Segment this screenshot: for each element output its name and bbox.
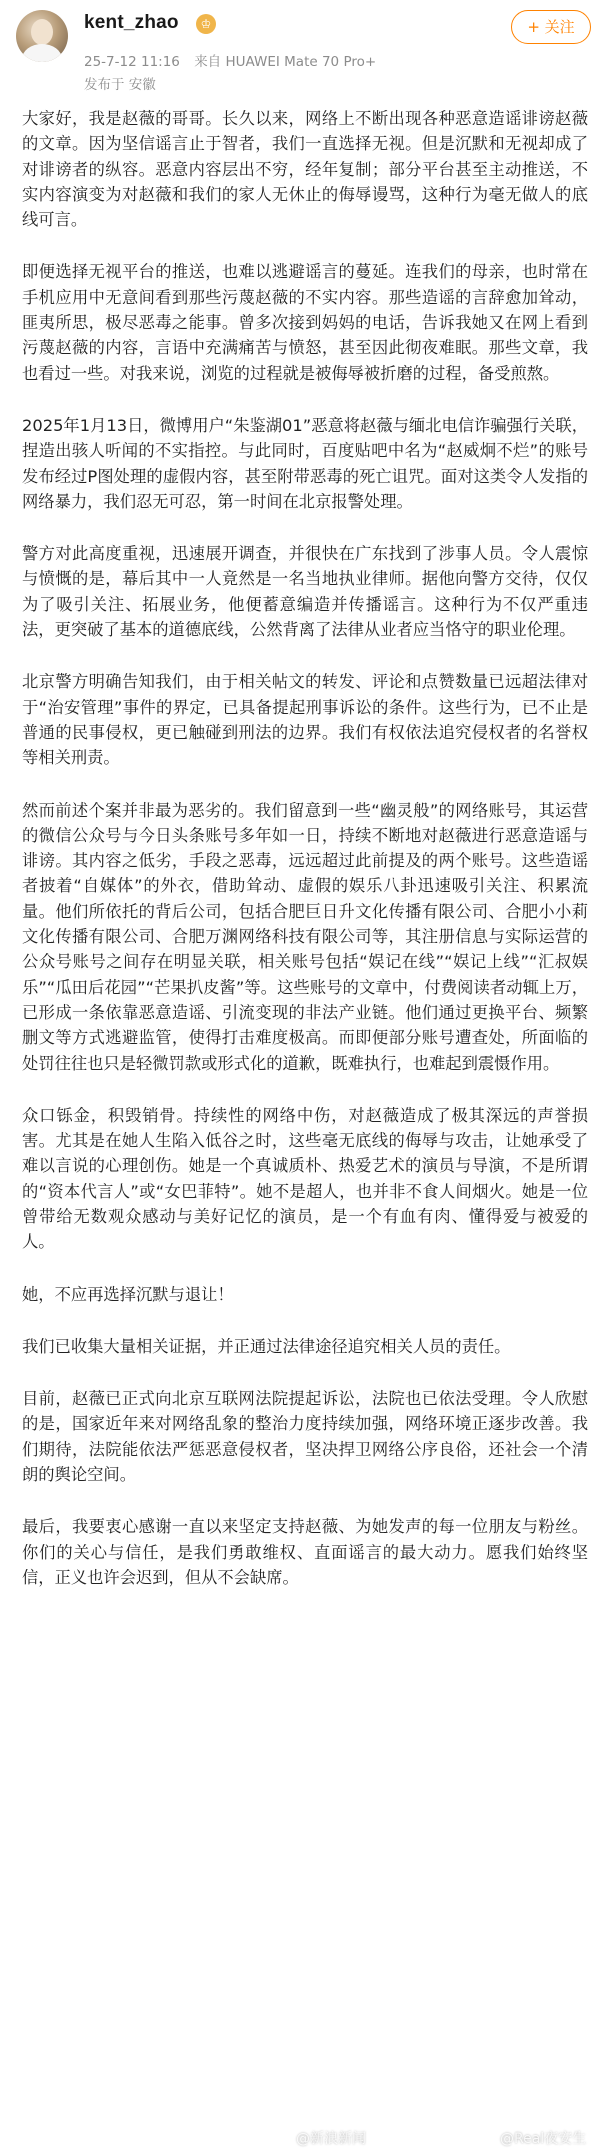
post-paragraph: 众口铄金，积毁销骨。持续性的网络中伤，对赵薇造成了极其深远的声誉损害。尤其是在她人生陷入低谷之时，这些毫无底线的侮辱与攻击，让她承受了难以言说的心理创伤。她是一个真诚质朴、热爱艺术的演员与导演，不是所谓的“资本代言人”或“女巴菲特”。她不是超人，也并非不食人间烟火。她是一位曾带给无数观众感动与美好记忆的演员，是一个有血有肉、懂得爱与被爱的人。 [22,1105,588,1252]
post-paragraph: 目前，赵薇已正式向北京互联网法院提起诉讼，法院也已依法受理。令人欣慰的是，国家近年来对网络乱象的整治力度持续加强，网络环境正逐步改善。我们期待，法院能依法严惩恶意侵权者，坚决捍卫网络公序良俗，还社会一个清朗的舆论空间。 [22,1389,588,1485]
watermark: @Real夜安生 [500,2131,587,2147]
post-header [0,0,608,100]
post-source: 来自 HUAWEI Mate 70 Pro+ [194,54,377,70]
avatar-body [22,44,62,62]
post-paragraph: 北京警方明确告知我们，由于相关帖文的转发、评论和点赞数量已远超法律对于“治安管理”事件的界定，已具备提起刑事诉讼的条件。这些行为，已不止是普通的民事侵权，更已触碰到刑法的边界。我们有权依法追究侵权者的名誉权等相关刑责。 [22,672,588,768]
post-meta [84,50,386,70]
avatar-face [31,19,53,45]
username[interactable]: kent_zhao [84,12,179,33]
watermark: @新浪新闻 [296,2131,366,2147]
post-body [22,106,588,1590]
follow-button[interactable]: + 关注 [511,10,591,44]
post-paragraph: 警方对此高度重视，迅速展开调查，并很快在广东找到了涉事人员。令人震惊与愤慨的是，幕后其中一人竟然是一名当地执业律师。据他向警方交待，仅仅为了吸引关注、拓展业务，他便蓄意编造并传播谣言。这种行为不仅严重违法，更突破了基本的道德底线，公然背离了法律从业者应当恪守的职业伦理。 [22,544,588,640]
post-paragraph: 2025年1月13日，微博用户“朱鉴湖01”恶意将赵薇与缅北电信诈骗强行关联，捏造出骇人听闻的不实指控。与此同时，百度贴吧中名为“赵威炯不烂”的账号发布经过P图处理的虚假内容，甚至附带恶毒的死亡诅咒。面对这类令人发指的网络暴力，我们忍无可忍，第一时间在北京报警处理。 [22,415,588,511]
post-paragraph: 最后，我要衷心感谢一直以来坚定支持赵薇、为她发声的每一位朋友与粉丝。你们的关心与信任，是我们勇敢维权、直面谣言的最大动力。愿我们始终坚信，正义也许会迟到，但从不会缺席。 [22,1517,588,1587]
post-paragraph: 即便选择无视平台的推送，也难以逃避谣言的蔓延。连我们的母亲，也时常在手机应用中无意间看到那些污蔑赵薇的不实内容。那些造谣的言辞愈加耸动，匪夷所思，极尽恶毒之能事。曾多次接到妈妈的电话，告诉我她又在网上看到污蔑赵薇的内容，言语中充满痛苦与愤怒，甚至因此彻夜难眠。那些文章，我也看过一些。对我来说，浏览的过程就是被侮辱被折磨的过程，备受煎熬。 [22,262,588,383]
vip-crown-icon: ♔ [196,14,216,34]
post-paragraph: 然而前述个案并非最为恶劣的。我们留意到一些“幽灵般”的网络账号，其运营的微信公众号与今日头条账号多年如一日，持续不断地对赵薇进行恶意造谣与诽谤。其内容之低劣，手段之恶毒，远远超过此前提及的两个账号。这些造谣者披着“自媒体”的外衣，借助耸动、虚假的娱乐八卦迅速吸引关注、积累流量。他们所依托的背后公司，包括合肥巨日升文化传播有限公司、合肥小小莉文化传播有限公司、合肥万渊网络科技有限公司等，其注册信息与实际运营的公众号账号之间存在明显关联，相关账号包括“娱记在线”“娱记上线”“汇叔娱乐”“瓜田后花园”“芒果扒皮酱”等。这些账号的文章中，付费阅读者动辄上万，已形成一条依靠恶意造谣、引流变现的非法产业链。他们通过更换平台、频繁删文等方式逃避监管，使得打击难度极高。而即便部分账号遭查处，所面临的处罚往往也只是轻微罚款或形式化的道歉，既难执行，也难起到震慑作用。 [22,800,588,1073]
avatar[interactable] [16,10,68,62]
post-paragraph: 她，不应再选择沉默与退让！ [22,1284,234,1304]
post-timestamp: 25-7-12 11:16 [84,54,180,70]
post-location: 发布于 安徽 [84,77,156,93]
post-paragraph: 我们已收集大量相关证据，并正通过法律途径追究相关人员的责任。 [22,1336,511,1356]
post-paragraph: 大家好，我是赵薇的哥哥。长久以来，网络上不断出现各种恶意造谣诽谤赵薇的文章。因为坚信谣言止于智者，我们一直选择无视。但是沉默和无视却成了对诽谤者的纵容。恶意内容层出不穷，经年复制；部分平台甚至主动推送，不实内容演变为对赵薇和我们的家人无休止的侮辱谩骂，这种行为毫无做人的底线可言。 [22,109,588,230]
